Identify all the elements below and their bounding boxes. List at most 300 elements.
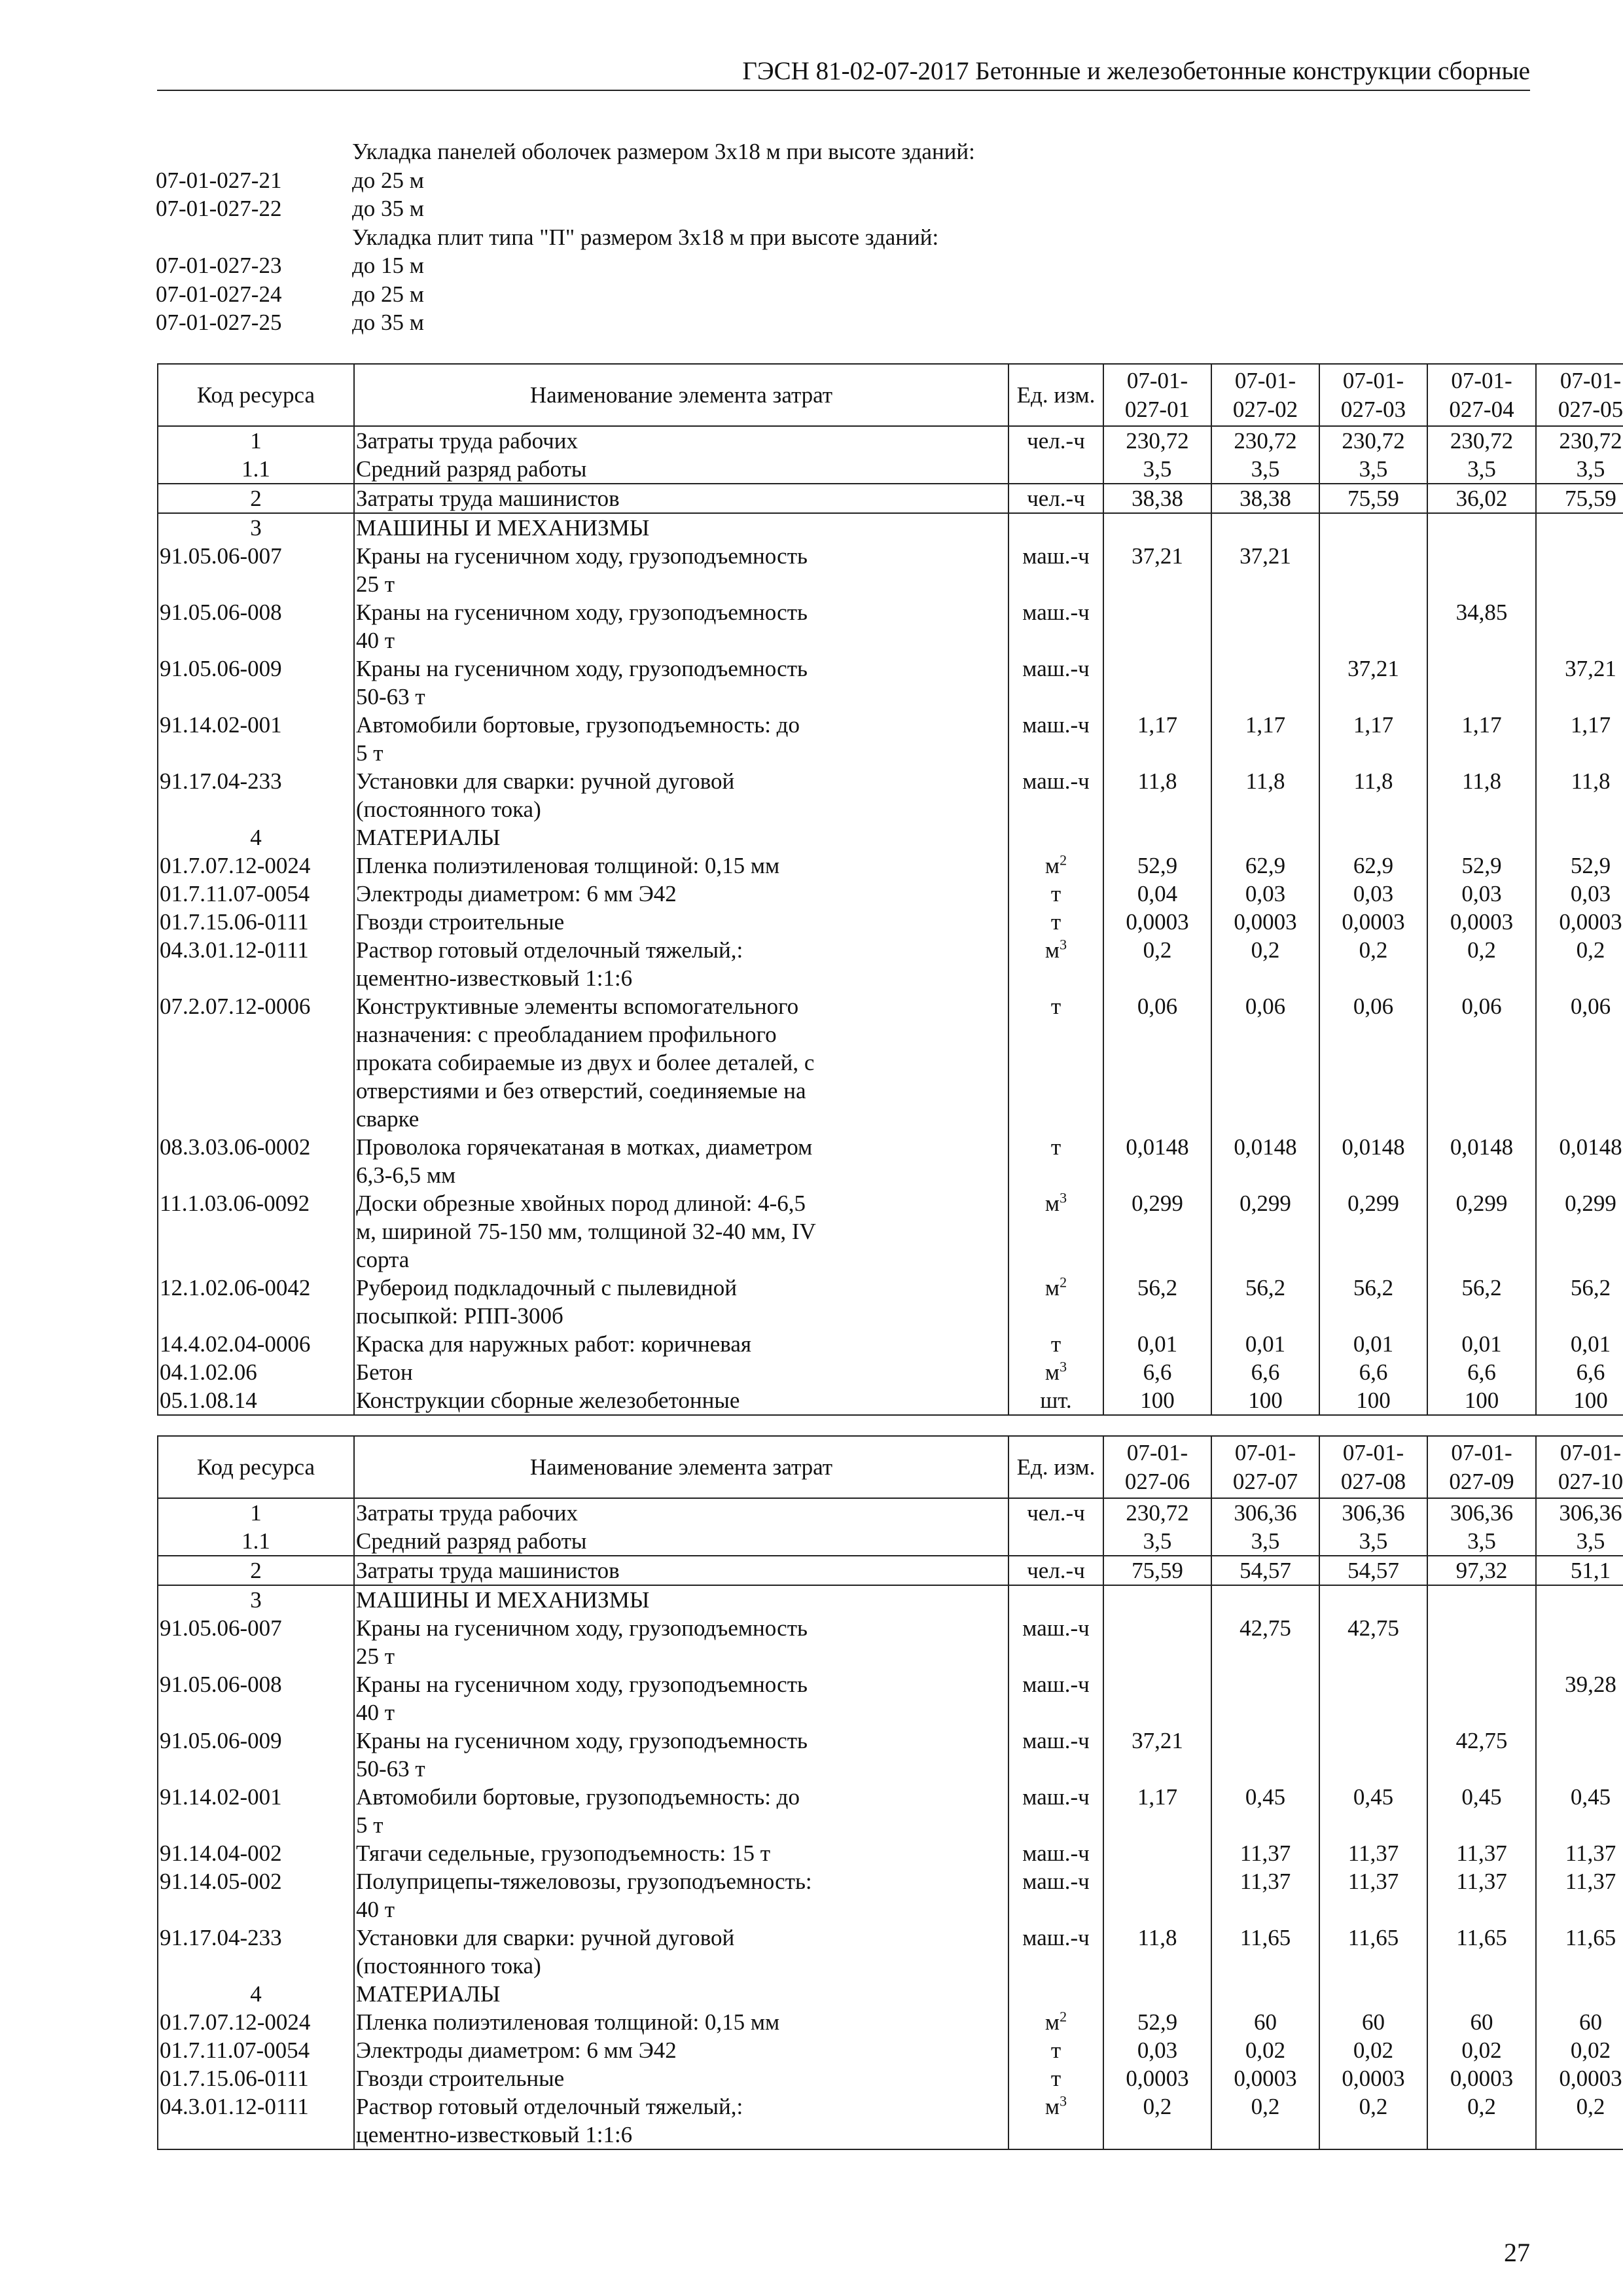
norm-value: 100 — [1103, 1386, 1211, 1415]
name-line: Затраты труда машинистов — [356, 486, 620, 511]
norm-value: 3,5 — [1103, 1527, 1211, 1556]
table-row — [158, 1386, 1623, 1415]
intro-list — [156, 137, 1530, 337]
norm-value: 0,0148 — [1319, 1133, 1427, 1189]
norm-value: 11,37 — [1319, 1867, 1427, 1924]
norm-value: 0,0003 — [1536, 908, 1623, 936]
norm-value: 0,0003 — [1103, 908, 1211, 936]
norm-value: 0,02 — [1211, 2036, 1319, 2064]
unit: шт. — [1008, 1386, 1103, 1415]
cost-element-name — [354, 426, 1008, 455]
cost-element-name — [354, 1358, 1008, 1386]
unit: т — [1008, 2064, 1103, 2092]
norm-value: 11,8 — [1427, 767, 1536, 823]
norm-value: 11,8 — [1319, 767, 1427, 823]
norm-value: 6,6 — [1211, 1358, 1319, 1386]
unit: маш.-ч — [1008, 1839, 1103, 1867]
intro-line — [156, 251, 1530, 280]
norm-value: 0,2 — [1103, 936, 1211, 992]
resource-code: 91.05.06-009 — [158, 1727, 354, 1783]
norm-value: 3,5 — [1319, 455, 1427, 484]
name-line: Проволока горячекатаная в мотках, диаметром — [356, 1134, 813, 1160]
resource-code: 07.2.07.12-0006 — [158, 992, 354, 1133]
norm-value — [1103, 1980, 1211, 2008]
resource-code: 2 — [158, 484, 354, 513]
resource-table-1 — [157, 363, 1623, 1416]
norm-value — [1103, 823, 1211, 852]
norm-value: 230,72 — [1536, 426, 1623, 455]
norm-value: 75,59 — [1103, 1556, 1211, 1585]
norm-value: 0,03 — [1103, 2036, 1211, 2064]
norm-value: 0,0148 — [1536, 1133, 1623, 1189]
unit: чел.-ч — [1008, 1556, 1103, 1585]
norm-value: 230,72 — [1319, 426, 1427, 455]
table-row — [158, 1839, 1623, 1867]
cost-element-name — [354, 542, 1008, 598]
resource-code: 91.14.04-002 — [158, 1839, 354, 1867]
norm-value: 0,2 — [1536, 2092, 1623, 2149]
name-line: Установки для сварки: ручной дуговой — [356, 768, 735, 794]
unit-exponent: 2 — [1060, 2008, 1067, 2025]
resource-code: 1 — [158, 1498, 354, 1527]
resource-code: 14.4.02.04-0006 — [158, 1330, 354, 1358]
intro-code: 07-01-027-25 — [156, 310, 282, 335]
name-line: МАШИНЫ И МЕХАНИЗМЫ — [356, 1587, 650, 1613]
table-row — [158, 1727, 1623, 1783]
resource-code: 11.1.03.06-0092 — [158, 1189, 354, 1274]
norm-value: 11,65 — [1427, 1924, 1536, 1980]
norm-value: 1,17 — [1536, 711, 1623, 767]
table-row — [158, 1867, 1623, 1924]
norm-value: 0,0003 — [1319, 2064, 1427, 2092]
cost-element-name — [354, 1867, 1008, 1924]
norm-value: 306,36 — [1319, 1498, 1427, 1527]
unit: маш.-ч — [1008, 598, 1103, 655]
norm-value: 0,02 — [1536, 2036, 1623, 2064]
intro-text: до 35 м — [352, 196, 424, 221]
unit: чел.-ч — [1008, 426, 1103, 455]
norm-value — [1536, 823, 1623, 852]
norm-value: 38,38 — [1103, 484, 1211, 513]
header-norm-col: 07-01- 027-05 — [1536, 364, 1623, 426]
norm-value: 11,37 — [1427, 1867, 1536, 1924]
name-line: 50-63 т — [356, 684, 425, 709]
norm-value: 0,0003 — [1319, 908, 1427, 936]
norm-value: 11,37 — [1536, 1839, 1623, 1867]
table-row — [158, 1585, 1623, 1614]
norm-value: 1,17 — [1211, 711, 1319, 767]
table-row — [158, 455, 1623, 484]
cost-element-name — [354, 598, 1008, 655]
unit: маш.-ч — [1008, 767, 1103, 823]
norm-value: 3,5 — [1536, 1527, 1623, 1556]
norm-value — [1319, 542, 1427, 598]
cost-element-name — [354, 1189, 1008, 1274]
unit — [1008, 936, 1103, 992]
table-row — [158, 598, 1623, 655]
header-resource-code: Код ресурса — [158, 364, 354, 426]
table-row — [158, 711, 1623, 767]
norm-value: 0,01 — [1319, 1330, 1427, 1358]
table-row — [158, 2092, 1623, 2149]
norm-value: 230,72 — [1103, 1498, 1211, 1527]
norm-value: 230,72 — [1211, 426, 1319, 455]
table-row — [158, 1783, 1623, 1839]
intro-text: до 15 м — [352, 253, 424, 278]
table-row — [158, 1980, 1623, 2008]
norm-value: 0,45 — [1427, 1783, 1536, 1839]
norm-value: 0,2 — [1427, 936, 1536, 992]
norm-value — [1427, 1585, 1536, 1614]
table-row — [158, 1498, 1623, 1527]
intro-line — [156, 166, 1530, 195]
resource-code: 01.7.15.06-0111 — [158, 908, 354, 936]
cost-element-name — [354, 1839, 1008, 1867]
resource-code: 91.17.04-233 — [158, 767, 354, 823]
name-line: Автомобили бортовые, грузоподъемность: до — [356, 712, 800, 738]
norm-value: 100 — [1536, 1386, 1623, 1415]
name-line: Установки для сварки: ручной дуговой — [356, 1925, 735, 1950]
cost-element-name — [354, 852, 1008, 880]
name-line: Затраты труда машинистов — [356, 1558, 620, 1583]
norm-value: 52,9 — [1427, 852, 1536, 880]
norm-value — [1211, 823, 1319, 852]
table-row — [158, 484, 1623, 513]
norm-value: 0,0003 — [1103, 2064, 1211, 2092]
unit-exponent: 3 — [1060, 2092, 1067, 2109]
table-row — [158, 1614, 1623, 1670]
norm-value: 11,65 — [1211, 1924, 1319, 1980]
intro-text: Укладка плит типа "П" размером 3х18 м при высоте зданий: — [352, 224, 939, 250]
norm-value: 1,17 — [1103, 1783, 1211, 1839]
norm-value — [1319, 1980, 1427, 2008]
norm-value — [1319, 513, 1427, 542]
name-line: 40 т — [356, 1897, 395, 1922]
resource-code: 91.05.06-008 — [158, 598, 354, 655]
norm-value: 0,0003 — [1211, 908, 1319, 936]
unit: т — [1008, 1133, 1103, 1189]
header-norm-col: 07-01- 027-07 — [1211, 1436, 1319, 1498]
resource-code: 91.17.04-233 — [158, 1924, 354, 1980]
name-line: Затраты труда рабочих — [356, 428, 578, 454]
norm-value — [1211, 1727, 1319, 1783]
cost-element-name — [354, 1527, 1008, 1556]
norm-value — [1536, 1980, 1623, 2008]
norm-value: 1,17 — [1427, 711, 1536, 767]
norm-value: 6,6 — [1319, 1358, 1427, 1386]
unit — [1008, 2092, 1103, 2149]
norm-value: 230,72 — [1103, 426, 1211, 455]
intro-text: до 35 м — [352, 310, 424, 335]
resource-code: 4 — [158, 823, 354, 852]
table-row — [158, 2064, 1623, 2092]
norm-value: 0,04 — [1103, 880, 1211, 908]
unit-text: м — [1044, 853, 1060, 878]
norm-value: 3,5 — [1536, 455, 1623, 484]
name-line: сварке — [356, 1106, 419, 1132]
norm-value: 0,2 — [1427, 2092, 1536, 2149]
header-norm-col: 07-01- 027-02 — [1211, 364, 1319, 426]
norm-value: 3,5 — [1427, 455, 1536, 484]
table-row — [158, 2008, 1623, 2036]
intro-text: Укладка панелей оболочек размером 3х18 м при высоте зданий: — [352, 139, 975, 164]
norm-value — [1103, 655, 1211, 711]
norm-value: 60 — [1211, 2008, 1319, 2036]
name-line: Пленка полиэтиленовая толщиной: 0,15 мм — [356, 2009, 780, 2035]
page-number: 27 — [1504, 2238, 1530, 2267]
norm-value — [1319, 1670, 1427, 1727]
header-cost-element: Наименование элемента затрат — [354, 364, 1008, 426]
norm-value: 0,03 — [1211, 880, 1319, 908]
header-cost-element: Наименование элемента затрат — [354, 1436, 1008, 1498]
norm-value — [1211, 1980, 1319, 2008]
resource-code: 91.14.02-001 — [158, 1783, 354, 1839]
norm-value — [1319, 1585, 1427, 1614]
norm-value: 37,21 — [1103, 1727, 1211, 1783]
name-line: Средний разряд работы — [356, 1528, 587, 1554]
norm-value: 51,1 — [1536, 1556, 1623, 1585]
norm-value — [1427, 1614, 1536, 1670]
cost-element-name — [354, 2064, 1008, 2092]
unit: маш.-ч — [1008, 655, 1103, 711]
norm-value — [1103, 1670, 1211, 1727]
norm-value: 39,28 — [1536, 1670, 1623, 1727]
norm-value — [1211, 513, 1319, 542]
norm-value: 100 — [1211, 1386, 1319, 1415]
norm-value: 0,0003 — [1211, 2064, 1319, 2092]
norm-value — [1319, 598, 1427, 655]
name-line: Электроды диаметром: 6 мм Э42 — [356, 881, 677, 906]
unit — [1008, 1527, 1103, 1556]
resource-code: 3 — [158, 513, 354, 542]
name-line: Конструкции сборные железобетонные — [356, 1388, 740, 1413]
unit: т — [1008, 908, 1103, 936]
cost-element-name — [354, 936, 1008, 992]
table-row — [158, 1527, 1623, 1556]
norm-value — [1427, 513, 1536, 542]
norm-value: 0,01 — [1211, 1330, 1319, 1358]
norm-value: 11,37 — [1211, 1867, 1319, 1924]
table-row — [158, 1924, 1623, 1980]
cost-element-name — [354, 484, 1008, 513]
norm-value: 37,21 — [1536, 655, 1623, 711]
name-line: отверстиями и без отверстий, соединяемые на — [356, 1078, 806, 1103]
norm-value: 11,37 — [1211, 1839, 1319, 1867]
norm-value: 0,45 — [1536, 1783, 1623, 1839]
resource-code: 91.05.06-007 — [158, 542, 354, 598]
norm-value: 3,5 — [1211, 455, 1319, 484]
norm-value: 6,6 — [1103, 1358, 1211, 1386]
unit: маш.-ч — [1008, 1727, 1103, 1783]
norm-value: 75,59 — [1536, 484, 1623, 513]
table-row — [158, 852, 1623, 880]
resource-code: 91.05.06-009 — [158, 655, 354, 711]
intro-line — [156, 137, 1530, 166]
cost-element-name — [354, 908, 1008, 936]
cost-element-name — [354, 711, 1008, 767]
norm-value: 6,6 — [1536, 1358, 1623, 1386]
resource-code: 91.14.02-001 — [158, 711, 354, 767]
norm-value: 11,8 — [1103, 1924, 1211, 1980]
intro-code: 07-01-027-23 — [156, 253, 282, 278]
unit — [1008, 513, 1103, 542]
norm-value: 11,37 — [1427, 1839, 1536, 1867]
norm-value — [1536, 513, 1623, 542]
table-row — [158, 1330, 1623, 1358]
resource-code: 2 — [158, 1556, 354, 1585]
name-line: назначения: с преобладанием профильного — [356, 1022, 777, 1047]
name-line: сорта — [356, 1247, 410, 1272]
norm-value: 52,9 — [1103, 2008, 1211, 2036]
norm-value: 0,02 — [1427, 2036, 1536, 2064]
norm-value — [1536, 598, 1623, 655]
norm-value: 56,2 — [1427, 1274, 1536, 1330]
norm-value: 37,21 — [1211, 542, 1319, 598]
norm-value: 36,02 — [1427, 484, 1536, 513]
norm-value — [1319, 823, 1427, 852]
norm-value: 0,2 — [1211, 2092, 1319, 2149]
unit — [1008, 1585, 1103, 1614]
name-line: Конструктивные элементы вспомогательного — [356, 994, 799, 1019]
unit-text: м — [1044, 2009, 1060, 2035]
name-line: Краска для наружных работ: коричневая — [356, 1331, 751, 1357]
intro-code — [156, 137, 352, 166]
name-line: Рубероид подкладочный с пылевидной — [356, 1275, 737, 1300]
name-line: проката собираемые из двух и более деталей, с — [356, 1050, 815, 1075]
name-line: Электроды диаметром: 6 мм Э42 — [356, 2037, 677, 2063]
name-line: Краны на гусеничном ходу, грузоподъемность — [356, 1728, 808, 1753]
cost-element-name — [354, 1274, 1008, 1330]
table-row — [158, 513, 1623, 542]
unit — [1008, 823, 1103, 852]
norm-value — [1211, 655, 1319, 711]
unit-exponent: 2 — [1060, 1274, 1067, 1291]
norm-value: 0,03 — [1536, 880, 1623, 908]
unit: чел.-ч — [1008, 1498, 1103, 1527]
norm-value: 1,17 — [1319, 711, 1427, 767]
norm-value: 56,2 — [1319, 1274, 1427, 1330]
name-line: м, шириной 75-150 мм, толщиной 32-40 мм, IV — [356, 1219, 816, 1244]
name-line: Раствор готовый отделочный тяжелый,: — [356, 937, 743, 963]
name-line: Краны на гусеничном ходу, грузоподъемность — [356, 656, 808, 681]
unit-text: м — [1044, 937, 1060, 963]
norm-value — [1536, 1727, 1623, 1783]
intro-code: 07-01-027-21 — [156, 167, 282, 193]
norm-value: 0,01 — [1103, 1330, 1211, 1358]
norm-value — [1427, 542, 1536, 598]
name-line: Краны на гусеничном ходу, грузоподъемность — [356, 543, 808, 569]
norm-value: 0,299 — [1103, 1189, 1211, 1274]
cost-element-name — [354, 2008, 1008, 2036]
norm-value — [1427, 655, 1536, 711]
cost-element-name — [354, 1727, 1008, 1783]
unit: маш.-ч — [1008, 542, 1103, 598]
norm-value: 42,75 — [1427, 1727, 1536, 1783]
unit — [1008, 1274, 1103, 1330]
norm-value: 1,17 — [1103, 711, 1211, 767]
norm-value — [1103, 1839, 1211, 1867]
norm-value: 38,38 — [1211, 484, 1319, 513]
unit — [1008, 2008, 1103, 2036]
resource-code: 91.14.05-002 — [158, 1867, 354, 1924]
table-row — [158, 1133, 1623, 1189]
name-line: Средний разряд работы — [356, 456, 587, 482]
cost-element-name — [354, 1556, 1008, 1585]
resource-code: 91.05.06-007 — [158, 1614, 354, 1670]
name-line: Пленка полиэтиленовая толщиной: 0,15 мм — [356, 853, 780, 878]
unit-text: м — [1044, 1359, 1060, 1385]
cost-element-name — [354, 1498, 1008, 1527]
name-line: Бетон — [356, 1359, 413, 1385]
name-line: (постоянного тока) — [356, 797, 541, 822]
norm-value — [1211, 1670, 1319, 1727]
norm-value: 0,02 — [1319, 2036, 1427, 2064]
name-line: 5 т — [356, 740, 383, 766]
norm-value: 0,0003 — [1536, 2064, 1623, 2092]
norm-value: 0,2 — [1536, 936, 1623, 992]
name-line: 25 т — [356, 571, 395, 597]
norm-value — [1103, 513, 1211, 542]
norm-value: 100 — [1427, 1386, 1536, 1415]
table-row — [158, 655, 1623, 711]
norm-value: 3,5 — [1211, 1527, 1319, 1556]
unit — [1008, 1358, 1103, 1386]
header-norm-col: 07-01- 027-08 — [1319, 1436, 1427, 1498]
resource-code: 04.1.02.06 — [158, 1358, 354, 1386]
cost-element-name — [354, 513, 1008, 542]
header-unit: Ед. изм. — [1008, 1436, 1103, 1498]
resource-code: 08.3.03.06-0002 — [158, 1133, 354, 1189]
cost-element-name — [354, 1980, 1008, 2008]
norm-value: 11,8 — [1211, 767, 1319, 823]
resource-code: 04.3.01.12-0111 — [158, 2092, 354, 2149]
norm-value: 42,75 — [1319, 1614, 1427, 1670]
norm-value: 97,32 — [1427, 1556, 1536, 1585]
norm-value: 0,2 — [1319, 2092, 1427, 2149]
cost-element-name — [354, 2036, 1008, 2064]
name-line: 40 т — [356, 628, 395, 653]
norm-value — [1103, 1614, 1211, 1670]
resource-code: 01.7.11.07-0054 — [158, 880, 354, 908]
norm-value: 3,5 — [1103, 455, 1211, 484]
cost-element-name — [354, 1783, 1008, 1839]
header-unit: Ед. изм. — [1008, 364, 1103, 426]
norm-value: 0,45 — [1211, 1783, 1319, 1839]
name-line: цементно-известковый 1:1:6 — [356, 965, 633, 991]
unit — [1008, 1980, 1103, 2008]
norm-value: 306,36 — [1536, 1498, 1623, 1527]
unit-exponent: 3 — [1060, 1358, 1067, 1375]
unit-exponent: 2 — [1060, 852, 1067, 869]
norm-value: 11,8 — [1103, 767, 1211, 823]
table-row — [158, 880, 1623, 908]
cost-element-name — [354, 1386, 1008, 1415]
table-row — [158, 936, 1623, 992]
norm-value: 0,01 — [1427, 1330, 1536, 1358]
unit — [1008, 852, 1103, 880]
norm-value: 11,37 — [1319, 1839, 1427, 1867]
norm-value: 0,45 — [1319, 1783, 1427, 1839]
unit: маш.-ч — [1008, 1670, 1103, 1727]
unit: т — [1008, 1330, 1103, 1358]
norm-value: 0,06 — [1319, 992, 1427, 1133]
norm-value: 75,59 — [1319, 484, 1427, 513]
norm-value — [1427, 1670, 1536, 1727]
norm-value: 11,8 — [1536, 767, 1623, 823]
norm-value — [1536, 1614, 1623, 1670]
resource-code: 01.7.07.12-0024 — [158, 2008, 354, 2036]
norm-value: 0,03 — [1319, 880, 1427, 908]
